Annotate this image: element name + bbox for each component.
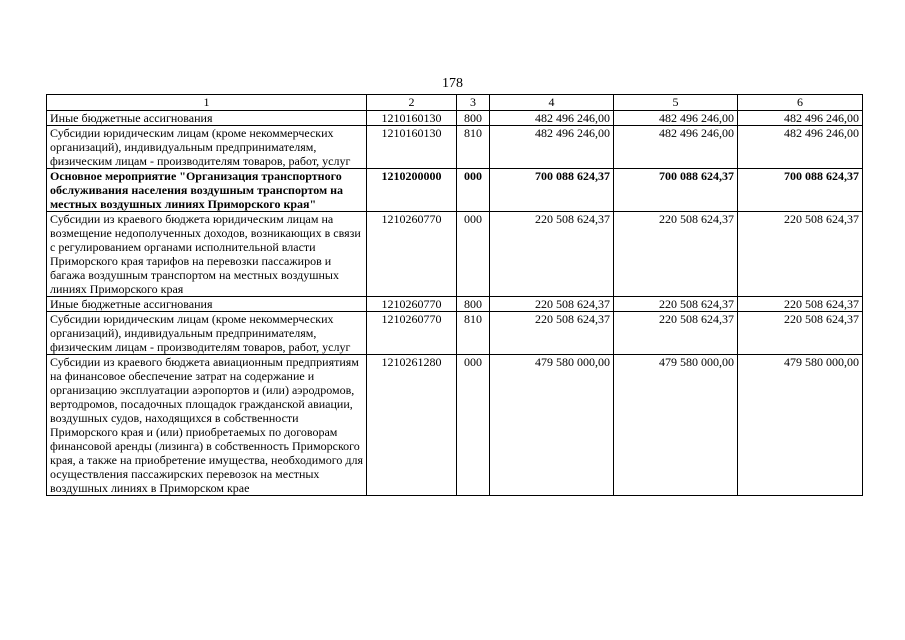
row-target-code: 1210261280 xyxy=(367,355,457,496)
row-expense-type: 810 xyxy=(457,126,490,169)
column-header-2: 2 xyxy=(367,95,457,111)
row-amount-col4: 700 088 624,37 xyxy=(490,169,614,212)
row-amount-col5: 700 088 624,37 xyxy=(614,169,738,212)
table-row xyxy=(47,126,863,169)
column-header-1: 1 xyxy=(47,95,367,111)
row-expense-type: 000 xyxy=(457,355,490,496)
row-target-code: 1210260770 xyxy=(367,297,457,312)
table-row xyxy=(47,297,863,312)
row-expense-type: 000 xyxy=(457,169,490,212)
column-header-5: 5 xyxy=(614,95,738,111)
row-expense-type: 800 xyxy=(457,111,490,126)
row-amount-col6: 220 508 624,37 xyxy=(738,297,863,312)
column-header-4: 4 xyxy=(490,95,614,111)
row-amount-col5: 220 508 624,37 xyxy=(614,212,738,297)
row-amount-col6: 482 496 246,00 xyxy=(738,111,863,126)
row-target-code: 1210260770 xyxy=(367,212,457,297)
row-amount-col6: 700 088 624,37 xyxy=(738,169,863,212)
row-amount-col6: 220 508 624,37 xyxy=(738,212,863,297)
row-amount-col4: 482 496 246,00 xyxy=(490,111,614,126)
table-row xyxy=(47,212,863,297)
row-name: Субсидии юридическим лицам (кроме некоммерческих организаций), индивидуальным предпринимателям, физическим лицам - производителям товаров, работ, услуг xyxy=(47,126,367,169)
row-amount-col5: 479 580 000,00 xyxy=(614,355,738,496)
row-amount-col5: 482 496 246,00 xyxy=(614,111,738,126)
row-name: Иные бюджетные ассигнования xyxy=(47,111,367,126)
row-amount-col4: 220 508 624,37 xyxy=(490,212,614,297)
row-name: Субсидии из краевого бюджета авиационным предприятиям на финансовое обеспечение затрат на содержание и организацию эксплуатации аэропортов и (или) аэродромов, вертодромов, посадочных площадок гражданской авиации, воздушных судов, находящихся в собственности Приморского края и (или) приобретаемых по договорам финансовой аренды (лизинга) в собственность Приморского края, а также на приобретение имущества, необходимого для осуществления пассажирских перевозок на местных воздушных линиях в Приморском крае xyxy=(47,355,367,496)
row-expense-type: 800 xyxy=(457,297,490,312)
row-amount-col4: 220 508 624,37 xyxy=(490,312,614,355)
row-expense-type: 810 xyxy=(457,312,490,355)
table-row xyxy=(47,169,863,212)
table-header-row xyxy=(47,95,863,111)
column-header-3: 3 xyxy=(457,95,490,111)
row-target-code: 1210260770 xyxy=(367,312,457,355)
budget-table xyxy=(46,94,863,496)
row-expense-type: 000 xyxy=(457,212,490,297)
table-row xyxy=(47,355,863,496)
row-amount-col4: 482 496 246,00 xyxy=(490,126,614,169)
row-target-code: 1210160130 xyxy=(367,111,457,126)
page-number: 178 xyxy=(442,76,463,91)
row-amount-col4: 479 580 000,00 xyxy=(490,355,614,496)
row-name: Основное мероприятие "Организация транспортного обслуживания населения воздушным транспортом на местных воздушных линиях Приморского края" xyxy=(47,169,367,212)
table-row xyxy=(47,312,863,355)
row-name: Иные бюджетные ассигнования xyxy=(47,297,367,312)
row-amount-col5: 220 508 624,37 xyxy=(614,297,738,312)
row-amount-col5: 482 496 246,00 xyxy=(614,126,738,169)
row-amount-col6: 220 508 624,37 xyxy=(738,312,863,355)
row-amount-col6: 479 580 000,00 xyxy=(738,355,863,496)
row-target-code: 1210200000 xyxy=(367,169,457,212)
row-target-code: 1210160130 xyxy=(367,126,457,169)
row-amount-col4: 220 508 624,37 xyxy=(490,297,614,312)
row-name: Субсидии из краевого бюджета юридическим лицам на возмещение недополученных доходов, возникающих в связи с регулированием органами исполнительной власти Приморского края тарифов на перевозки пассажиров и багажа воздушным транспортом на местных воздушных линиях Приморского края xyxy=(47,212,367,297)
row-amount-col5: 220 508 624,37 xyxy=(614,312,738,355)
table-row xyxy=(47,111,863,126)
row-amount-col6: 482 496 246,00 xyxy=(738,126,863,169)
row-name: Субсидии юридическим лицам (кроме некоммерческих организаций), индивидуальным предпринимателям, физическим лицам - производителям товаров, работ, услуг xyxy=(47,312,367,355)
column-header-6: 6 xyxy=(738,95,863,111)
